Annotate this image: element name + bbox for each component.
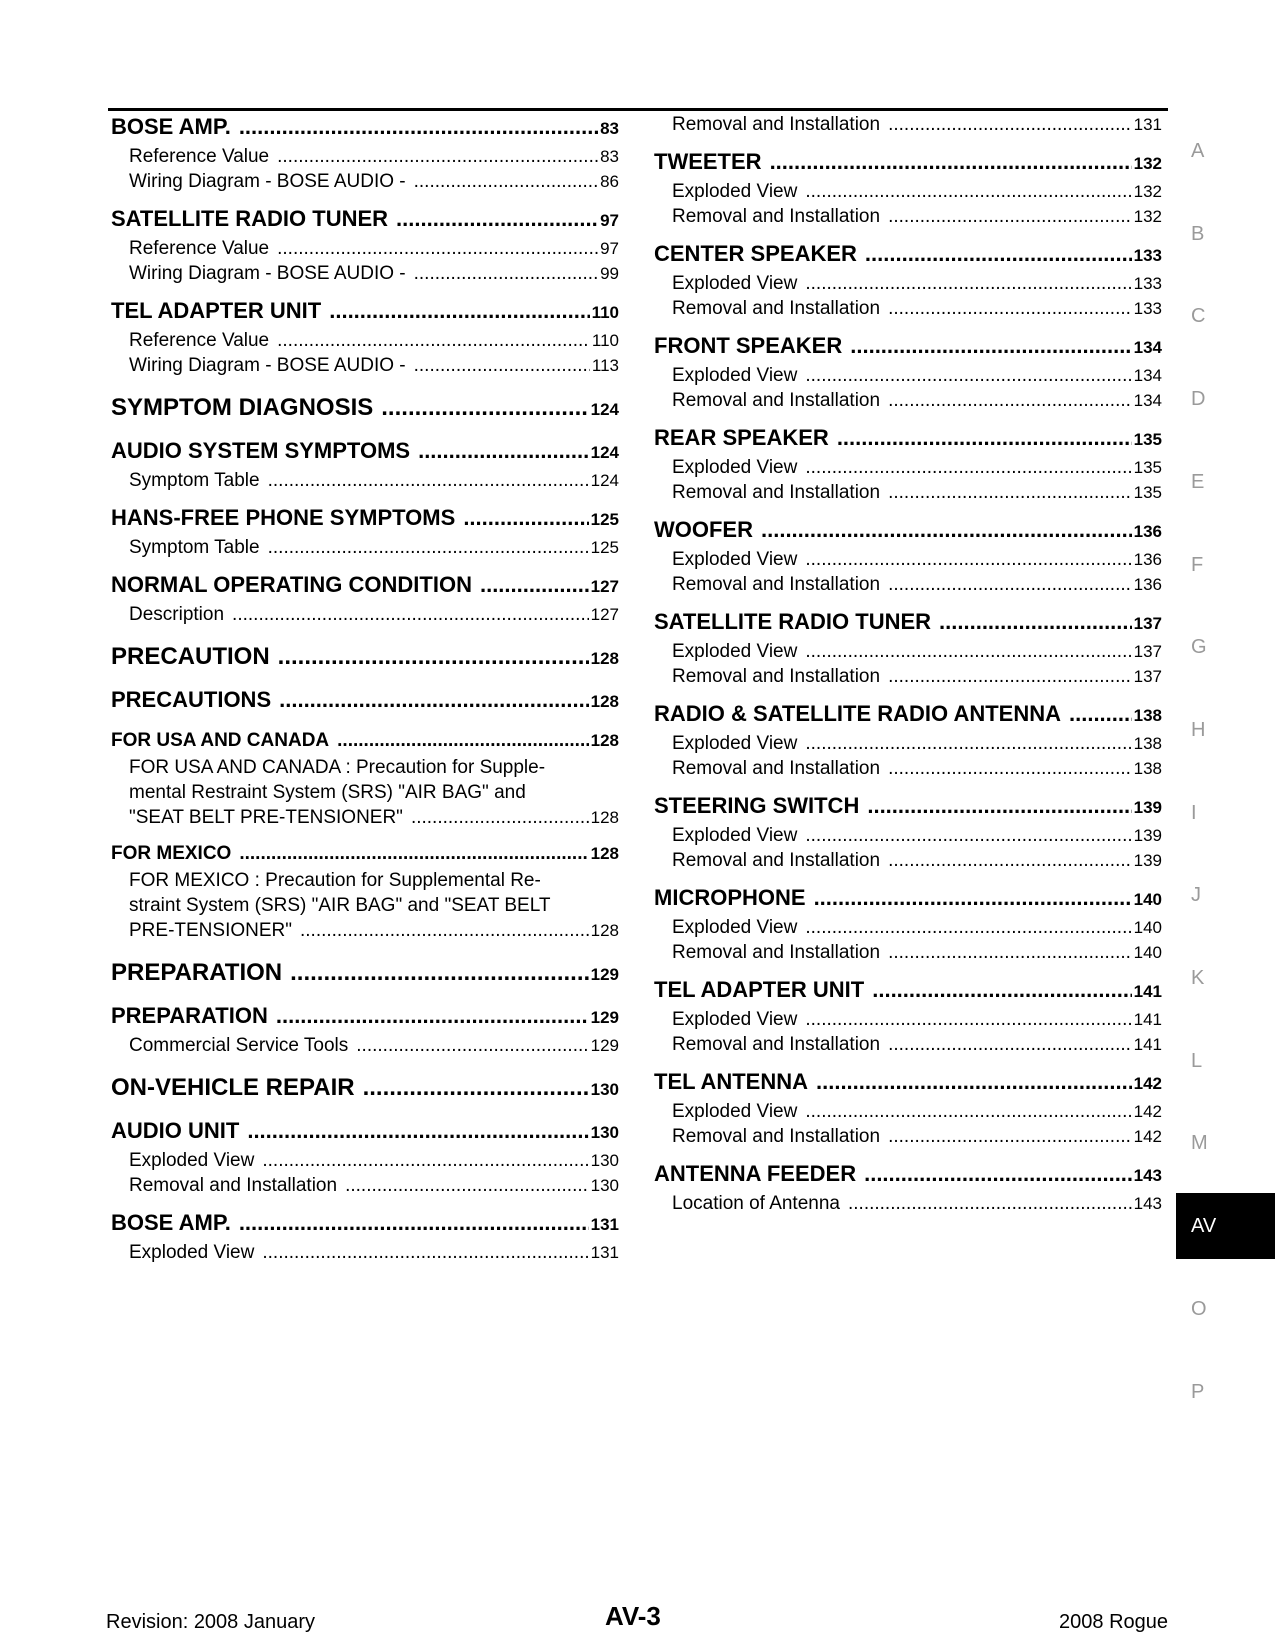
toc-page-number: 133 — [1133, 274, 1162, 293]
toc-entry-title: Reference Value — [129, 330, 270, 351]
toc-entry-lvl1[interactable] — [654, 1067, 1162, 1099]
toc-entry-lvl2[interactable] — [654, 547, 1162, 572]
toc-page-number: 135 — [1133, 430, 1162, 449]
toc-entry-title: AUDIO SYSTEM SYMPTOMS — [111, 438, 411, 463]
dot-leader — [239, 112, 598, 142]
toc-entry-title: ANTENNA FEEDER — [654, 1161, 857, 1186]
toc-page-number: 139 — [1133, 798, 1162, 817]
dot-leader — [867, 791, 1131, 821]
dot-leader — [381, 392, 588, 424]
dot-leader — [888, 204, 1132, 229]
toc-entry-lvl2[interactable] — [654, 1032, 1162, 1057]
dot-leader — [276, 1001, 589, 1031]
toc-entry-title: Wiring Diagram - BOSE AUDIO - — [129, 355, 406, 376]
toc-entry-title: Location of Antenna — [672, 1193, 840, 1214]
toc-entry-title: Exploded View — [672, 1101, 798, 1122]
toc-entry-lvl0[interactable] — [111, 957, 619, 991]
toc-entry-line: mental Restraint System (SRS) "AIR BAG" and — [129, 782, 526, 803]
toc-entry-title: REAR SPEAKER — [654, 425, 829, 450]
toc-entry-title: RADIO & SATELLITE RADIO ANTENNA — [654, 701, 1061, 726]
toc-entry-title: TEL ADAPTER UNIT — [111, 298, 322, 323]
toc-entry-lvl1[interactable] — [111, 1208, 619, 1240]
toc-entry-title: Removal and Installation — [672, 758, 881, 779]
toc-page-number: 139 — [1133, 826, 1162, 845]
toc-page-number: 129 — [590, 1008, 619, 1027]
dot-leader — [888, 296, 1132, 321]
toc-entry-title: FRONT SPEAKER — [654, 333, 843, 358]
dot-leader — [356, 1033, 588, 1058]
toc-entry-line: straint System (SRS) "AIR BAG" and "SEAT BELT — [129, 895, 551, 916]
toc-page-number: 141 — [1133, 1035, 1162, 1054]
dot-leader — [816, 1067, 1132, 1097]
toc-page-number: 83 — [600, 119, 619, 138]
dot-leader — [805, 1099, 1131, 1124]
toc-entry-lvl1[interactable] — [654, 147, 1162, 179]
toc-entry-title: Removal and Installation — [672, 390, 881, 411]
toc-entry-title: Wiring Diagram - BOSE AUDIO - — [129, 171, 406, 192]
toc-entry-title: Removal and Installation — [129, 1175, 338, 1196]
toc-entry-lvl2[interactable] — [111, 236, 619, 261]
toc-page-number: 137 — [1133, 614, 1162, 633]
toc-entry-lvl2[interactable] — [111, 1033, 619, 1058]
toc-entry-title: TEL ANTENNA — [654, 1069, 808, 1094]
toc-entry-title: CENTER SPEAKER — [654, 241, 857, 266]
toc-page-number: 99 — [600, 264, 619, 283]
toc-entry-last-line — [129, 805, 619, 830]
toc-entry-title: NORMAL OPERATING CONDITION — [111, 572, 472, 597]
toc-page-number: 97 — [600, 239, 619, 258]
toc-entry-title: PREPARATION — [111, 1003, 268, 1028]
toc-entry-title: Removal and Installation — [672, 1126, 881, 1147]
toc-page-number: 136 — [1133, 522, 1162, 541]
toc-page-number: 134 — [1133, 366, 1162, 385]
dot-leader — [300, 918, 589, 943]
toc-entry-lvl2[interactable] — [111, 144, 619, 169]
toc-entry-lvl2[interactable] — [111, 328, 619, 353]
dot-leader — [850, 331, 1131, 361]
toc-entry-title: FOR MEXICO — [111, 843, 232, 864]
dot-leader — [1069, 699, 1132, 729]
toc-page-number: 128 — [590, 692, 619, 711]
toc-entry-title: Exploded View — [129, 1242, 255, 1263]
toc-page-number: 135 — [1133, 458, 1162, 477]
toc-page-number: 128 — [590, 731, 619, 750]
toc-page-number: 135 — [1133, 483, 1162, 502]
toc-entry-lvl2[interactable] — [111, 1173, 619, 1198]
toc-entry-lvl2[interactable] — [654, 1007, 1162, 1032]
dot-leader — [345, 1173, 589, 1198]
toc-entry-lvl1[interactable] — [111, 112, 619, 144]
toc-entry-lvl1[interactable] — [654, 515, 1162, 547]
toc-entry-lvl0[interactable] — [111, 641, 619, 675]
toc-entry-title: TWEETER — [654, 149, 762, 174]
toc-page-number: 141 — [1133, 982, 1162, 1001]
toc-entry-title: Exploded View — [672, 641, 798, 662]
dot-leader — [805, 915, 1131, 940]
toc-entry-title: Reference Value — [129, 146, 270, 167]
toc-entry-title: Reference Value — [129, 238, 270, 259]
toc-page-number: 132 — [1133, 182, 1162, 201]
toc-entry-title: STEERING SWITCH — [654, 793, 860, 818]
toc-entry-title: WOOFER — [654, 517, 753, 542]
dot-leader — [411, 805, 589, 830]
toc-page-number: 113 — [591, 356, 619, 375]
toc-page-number: 124 — [590, 400, 619, 419]
toc-entry-lvl1[interactable] — [111, 1116, 619, 1148]
toc-entry-lvl1[interactable] — [654, 331, 1162, 363]
toc-entry-title: SATELLITE RADIO TUNER — [654, 609, 932, 634]
toc-entry-title: HANS-FREE PHONE SYMPTOMS — [111, 505, 456, 530]
toc-entry-title: Wiring Diagram - BOSE AUDIO - — [129, 263, 406, 284]
section-tab-l[interactable]: L — [1191, 1049, 1203, 1072]
toc-page-number: 97 — [600, 211, 619, 230]
toc-entry-lvl2[interactable] — [654, 296, 1162, 321]
toc-entry-lvl1[interactable] — [654, 1159, 1162, 1191]
toc-page-number: 128 — [590, 808, 619, 827]
toc-entry-lvl2[interactable] — [654, 271, 1162, 296]
toc-entry-title: "SEAT BELT PRE-TENSIONER" — [129, 807, 403, 828]
toc-page-number: 139 — [1133, 851, 1162, 870]
toc-entry-title: Removal and Installation — [672, 1034, 881, 1055]
dot-leader — [805, 731, 1131, 756]
toc-right-column — [654, 112, 1162, 1216]
toc-entry-title: Removal and Installation — [672, 666, 881, 687]
toc-entry-title: Exploded View — [672, 1009, 798, 1030]
toc-entry-lvl2[interactable] — [111, 1240, 619, 1265]
toc-page-number: 131 — [590, 1243, 619, 1262]
toc-entry-lvl0[interactable] — [111, 1072, 619, 1106]
section-tab-m[interactable]: M — [1191, 1132, 1208, 1155]
toc-entry-title: Exploded View — [672, 457, 798, 478]
toc-page-number: 137 — [1133, 667, 1162, 686]
toc-entry-line: FOR USA AND CANADA : Precaution for Supple- — [129, 757, 546, 778]
toc-entry-lvl2[interactable] — [654, 455, 1162, 480]
dot-leader — [848, 1191, 1132, 1216]
dot-leader — [761, 515, 1132, 545]
toc-entry-title: Removal and Installation — [672, 298, 881, 319]
toc-entry-title: SATELLITE RADIO TUNER — [111, 206, 389, 231]
section-tab-p[interactable]: P — [1191, 1380, 1205, 1403]
dot-leader — [414, 261, 598, 286]
toc-page-number: 132 — [1133, 207, 1162, 226]
toc-entry-title: Exploded View — [672, 549, 798, 570]
toc-entry-title: PRECAUTION — [111, 643, 270, 670]
toc-page-number: 130 — [590, 1151, 619, 1170]
section-tab-h[interactable]: H — [1191, 718, 1206, 741]
toc-entry-title: AUDIO UNIT — [111, 1118, 240, 1143]
toc-page-number: 132 — [1133, 154, 1162, 173]
toc-page-number: 131 — [590, 1215, 619, 1234]
dot-leader — [805, 179, 1131, 204]
dot-leader — [805, 363, 1131, 388]
toc-page-number: 127 — [590, 577, 619, 596]
toc-entry-lvl2[interactable] — [654, 915, 1162, 940]
toc-page-number: 124 — [590, 443, 619, 462]
toc-entry-lvl1s[interactable] — [111, 840, 619, 868]
dot-leader — [888, 756, 1132, 781]
footer-page-id: AV-3 — [605, 1601, 661, 1631]
toc-entry-title: MICROPHONE — [654, 885, 806, 910]
toc-entry-title: Exploded View — [672, 917, 798, 938]
toc-entry-lvl2[interactable] — [654, 1124, 1162, 1149]
toc-entry-lvl2[interactable] — [654, 1191, 1162, 1216]
toc-page-number: 138 — [1133, 759, 1162, 778]
dot-leader — [888, 388, 1132, 413]
toc-entry-line: FOR MEXICO : Precaution for Supplemental Re- — [129, 870, 541, 891]
dot-leader — [277, 144, 598, 169]
toc-page-number: 136 — [1133, 550, 1162, 569]
toc-page-number: 134 — [1133, 338, 1162, 357]
toc-entry-lvl2[interactable] — [111, 468, 619, 493]
toc-entry-title: BOSE AMP. — [111, 114, 231, 139]
dot-leader — [939, 607, 1132, 637]
toc-entry-lvl2[interactable] — [654, 1099, 1162, 1124]
toc-entry-lvl1[interactable] — [654, 699, 1162, 731]
toc-entry-lvl2[interactable] — [111, 353, 619, 378]
toc-page-number: 136 — [1133, 575, 1162, 594]
toc-entry-title: FOR USA AND CANADA — [111, 730, 330, 751]
dot-leader — [805, 823, 1131, 848]
toc-entry-lvl2[interactable] — [654, 179, 1162, 204]
toc-entry-title: ON-VEHICLE REPAIR — [111, 1074, 355, 1101]
toc-page-number: 86 — [600, 172, 619, 191]
toc-left-column — [111, 112, 619, 1265]
dot-leader — [278, 641, 589, 673]
dot-leader — [814, 883, 1132, 913]
toc-entry-title: Removal and Installation — [672, 114, 881, 135]
dot-leader — [290, 957, 589, 989]
toc-page-number: 124 — [590, 471, 619, 490]
dot-leader — [262, 1240, 588, 1265]
toc-entry-title: Removal and Installation — [672, 206, 881, 227]
toc-entry-lvl2[interactable] — [654, 204, 1162, 229]
toc-entry-lvl1[interactable] — [654, 239, 1162, 271]
toc-entry-lvl1[interactable] — [654, 607, 1162, 639]
toc-entry-lvl2[interactable] — [654, 823, 1162, 848]
footer-model: 2008 Rogue — [1059, 1611, 1168, 1633]
dot-leader — [805, 639, 1131, 664]
toc-entry-title: Symptom Table — [129, 537, 260, 558]
toc-page-number: 130 — [590, 1176, 619, 1195]
toc-entry-lvl2[interactable] — [654, 112, 1162, 137]
dot-leader — [888, 940, 1132, 965]
toc-page-number: 140 — [1133, 918, 1162, 937]
dot-leader — [247, 1116, 588, 1146]
toc-entry-lvl1s[interactable] — [111, 727, 619, 755]
toc-page-number: 142 — [1133, 1074, 1162, 1093]
toc-entry-lvl2[interactable] — [654, 572, 1162, 597]
toc-page-number: 130 — [590, 1080, 619, 1099]
dot-leader — [805, 1007, 1131, 1032]
top-rule — [108, 108, 1168, 111]
toc-entry-lvl2[interactable] — [654, 363, 1162, 388]
toc-entry-title: Removal and Installation — [672, 482, 881, 503]
dot-leader — [837, 423, 1132, 453]
toc-page-number: 137 — [1133, 642, 1162, 661]
dot-leader — [239, 840, 588, 868]
section-tab-c[interactable]: C — [1191, 305, 1206, 328]
section-tab-b[interactable]: B — [1191, 222, 1205, 245]
toc-entry-lvl2[interactable] — [111, 602, 619, 627]
toc-entry-lvl2[interactable] — [111, 169, 619, 194]
dot-leader — [805, 455, 1131, 480]
toc-page-number: 128 — [590, 921, 619, 940]
section-tab-f[interactable]: F — [1191, 553, 1204, 576]
toc-page-number: 133 — [1133, 299, 1162, 318]
toc-page-number: 138 — [1133, 706, 1162, 725]
section-tab-e[interactable]: E — [1191, 470, 1205, 493]
toc-entry-title: BOSE AMP. — [111, 1210, 231, 1235]
dot-leader — [279, 685, 589, 715]
toc-entry-lvl1[interactable] — [111, 503, 619, 535]
dot-leader — [864, 1159, 1132, 1189]
dot-leader — [337, 727, 588, 755]
toc-entry-lvl1[interactable] — [654, 883, 1162, 915]
toc-page-number: 134 — [1133, 391, 1162, 410]
dot-leader — [239, 1208, 589, 1238]
toc-page-number: 128 — [590, 649, 619, 668]
toc-entry-title: PRE-TENSIONER" — [129, 920, 292, 941]
dot-leader — [888, 664, 1132, 689]
dot-leader — [414, 353, 590, 378]
toc-page-number: 127 — [590, 605, 619, 624]
toc-page-number: 131 — [1133, 115, 1162, 134]
dot-leader — [888, 572, 1132, 597]
toc-page-number: 110 — [591, 303, 619, 322]
toc-entry-title: PREPARATION — [111, 959, 283, 986]
toc-entry-lvl2[interactable] — [654, 639, 1162, 664]
dot-leader — [463, 503, 588, 533]
toc-page-number: 141 — [1133, 1010, 1162, 1029]
toc-entry-lvl1[interactable] — [111, 1001, 619, 1033]
toc-entry-multiline[interactable] — [111, 755, 619, 830]
toc-entry-lvl1[interactable] — [654, 791, 1162, 823]
dot-leader — [329, 296, 589, 326]
toc-page-number: 142 — [1133, 1102, 1162, 1121]
dot-leader — [277, 236, 598, 261]
toc-entry-lvl1[interactable] — [111, 570, 619, 602]
toc-entry-title: Symptom Table — [129, 470, 260, 491]
section-tab-k[interactable]: K — [1191, 967, 1205, 989]
dot-leader — [268, 535, 589, 560]
toc-page-number: 142 — [1133, 1127, 1162, 1146]
toc-entry-title: SYMPTOM DIAGNOSIS — [111, 394, 374, 421]
toc-page-number: 129 — [590, 965, 619, 984]
section-tab-d[interactable]: D — [1191, 388, 1206, 411]
dot-leader — [805, 271, 1131, 296]
toc-entry-lvl2[interactable] — [654, 940, 1162, 965]
section-tab-av[interactable]: AV — [1176, 1193, 1275, 1259]
section-tab-j[interactable]: J — [1191, 884, 1201, 907]
toc-entry-title: TEL ADAPTER UNIT — [654, 977, 865, 1002]
toc-entry-title: Exploded View — [672, 825, 798, 846]
toc-entry-title: Exploded View — [672, 365, 798, 386]
toc-entry-lvl2[interactable] — [111, 535, 619, 560]
dot-leader — [363, 1072, 589, 1104]
dot-leader — [888, 848, 1132, 873]
toc-entry-title: Commercial Service Tools — [129, 1035, 349, 1056]
toc-entry-lvl1[interactable] — [111, 685, 619, 717]
toc-page-number: 143 — [1133, 1166, 1162, 1185]
toc-entry-lvl2[interactable] — [654, 848, 1162, 873]
toc-page-number: 110 — [591, 331, 619, 350]
toc-entry-title: Exploded View — [672, 181, 798, 202]
toc-entry-lvl1[interactable] — [111, 436, 619, 468]
toc-page-number: 125 — [590, 510, 619, 529]
dot-leader — [888, 112, 1132, 137]
toc-entry-lvl2[interactable] — [654, 756, 1162, 781]
dot-leader — [232, 602, 589, 627]
dot-leader — [872, 975, 1131, 1005]
toc-entry-lvl2[interactable] — [111, 1148, 619, 1173]
toc-page-number: 128 — [590, 844, 619, 863]
toc-entry-title: Exploded View — [672, 273, 798, 294]
toc-page-number: 133 — [1133, 246, 1162, 265]
toc-page-number: 140 — [1133, 890, 1162, 909]
toc-entry-lvl2[interactable] — [111, 261, 619, 286]
toc-entry-lvl1[interactable] — [111, 296, 619, 328]
toc-entry-lvl2[interactable] — [654, 731, 1162, 756]
section-tab-a[interactable]: A — [1191, 140, 1205, 162]
dot-leader — [770, 147, 1132, 177]
toc-entry-title: PRECAUTIONS — [111, 687, 272, 712]
toc-entry-title: Description — [129, 604, 225, 625]
dot-leader — [888, 1032, 1132, 1057]
toc-entry-lvl2[interactable] — [654, 388, 1162, 413]
dot-leader — [277, 328, 590, 353]
dot-leader — [418, 436, 589, 466]
toc-entry-title: Exploded View — [672, 733, 798, 754]
toc-page-number: 138 — [1133, 734, 1162, 753]
dot-leader — [888, 480, 1132, 505]
toc-page-number: 125 — [590, 538, 619, 557]
footer-revision: Revision: 2008 January — [106, 1611, 316, 1633]
toc-entry-title: Removal and Installation — [672, 574, 881, 595]
dot-leader — [414, 169, 598, 194]
toc-entry-lvl0[interactable] — [111, 392, 619, 426]
dot-leader — [480, 570, 589, 600]
toc-page-number: 130 — [590, 1123, 619, 1142]
toc-entry-lvl1[interactable] — [654, 423, 1162, 455]
toc-entry-lvl2[interactable] — [654, 480, 1162, 505]
toc-entry-last-line — [129, 918, 619, 943]
section-tab-i[interactable]: I — [1191, 801, 1197, 824]
toc-entry-lvl1[interactable] — [111, 204, 619, 236]
dot-leader — [805, 547, 1131, 572]
toc-page-number: 83 — [600, 147, 619, 166]
toc-entry-title: Removal and Installation — [672, 942, 881, 963]
toc-entry-lvl2[interactable] — [654, 664, 1162, 689]
toc-entry-title: Exploded View — [129, 1150, 255, 1171]
dot-leader — [396, 204, 598, 234]
toc-page-number: 140 — [1133, 943, 1162, 962]
toc-entry-title: Removal and Installation — [672, 850, 881, 871]
toc-entry-lvl1[interactable] — [654, 975, 1162, 1007]
dot-leader — [865, 239, 1132, 269]
dot-leader — [262, 1148, 588, 1173]
toc-page-number: 143 — [1133, 1194, 1162, 1213]
dot-leader — [268, 468, 589, 493]
toc-page-number: 129 — [590, 1036, 619, 1055]
toc-entry-multiline[interactable] — [111, 868, 619, 943]
dot-leader — [888, 1124, 1132, 1149]
section-tab-o[interactable]: O — [1191, 1297, 1207, 1320]
section-tab-g[interactable]: G — [1191, 636, 1207, 659]
